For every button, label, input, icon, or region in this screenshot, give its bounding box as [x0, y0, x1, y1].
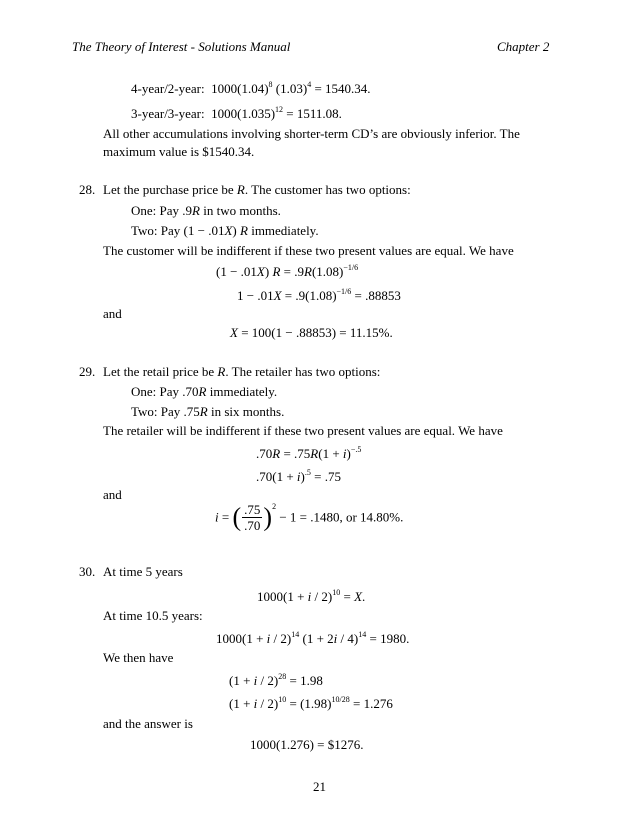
eq-term: = .9(1.08)	[281, 288, 337, 303]
paragraph-line: and the answer is	[103, 716, 193, 731]
exponent: 10	[278, 695, 287, 704]
equation-30-4	[229, 697, 393, 710]
variable: i	[333, 631, 338, 646]
eq-term: =	[340, 589, 355, 604]
variable: R	[272, 264, 281, 279]
problem-30-intro: At time 5 years	[103, 564, 183, 579]
eq-result: = 1511.08.	[286, 106, 342, 121]
eq-result: = 1540.34.	[314, 81, 371, 96]
eq-term: (1.035)	[237, 106, 276, 121]
problem-29-intro	[103, 365, 380, 378]
exponent: 4	[307, 80, 312, 89]
eq-term: = .9	[280, 264, 305, 279]
exponent: .5	[304, 468, 311, 477]
text: . The customer has two options:	[244, 182, 411, 197]
eq-term: / 2)	[257, 673, 279, 688]
variable: i	[253, 696, 258, 711]
eq-result: = .75	[310, 469, 341, 484]
variable: X	[224, 223, 233, 238]
eq-term: )	[264, 264, 270, 279]
variable: X	[273, 288, 282, 303]
eq-term: / 2)	[257, 696, 279, 711]
page-number: 21	[313, 779, 326, 794]
eq-term: .	[362, 589, 366, 604]
eq-term: = (1.98)	[286, 696, 332, 711]
fraction	[242, 502, 262, 533]
eq-term: .70(1 +	[256, 469, 297, 484]
paragraph-line: maximum value is $1540.34.	[103, 144, 255, 159]
variable: X	[354, 589, 363, 604]
paragraph-line: At time 10.5 years:	[103, 608, 203, 623]
paragraph-line: The retailer will be indifferent if these two present values are equal. We have	[103, 423, 503, 438]
problem-28-intro	[103, 183, 411, 196]
variable: R	[198, 384, 207, 399]
text: One: Pay .70	[131, 384, 199, 399]
accumulation-line-4yr-2yr	[131, 82, 371, 95]
eq-term: 1 − .01	[237, 288, 274, 303]
eq-term: / 2)	[311, 589, 333, 604]
eq-term: (1.08)	[311, 264, 344, 279]
text: Two: Pay (1 − .01	[131, 223, 225, 238]
paragraph-line: The customer will be indifferent if these two present values are equal. We have	[103, 243, 514, 258]
variable: R	[272, 446, 281, 461]
variable: i	[215, 509, 219, 525]
exponent: 10/28	[331, 695, 350, 704]
eq-term: 1000	[211, 81, 238, 96]
equation-28-2	[237, 289, 401, 302]
eq-term: (1.03)	[275, 81, 308, 96]
connector-and: and	[103, 487, 122, 502]
eq-result: = 1.98	[286, 673, 323, 688]
running-header-chapter: Chapter 2	[497, 39, 550, 54]
eq-term: (1 +	[318, 446, 343, 461]
paragraph-line: All other accumulations involving shorter-term CD’s are obviously inferior. The	[103, 126, 520, 141]
variable: i	[296, 469, 301, 484]
eq-term: (1.04)	[237, 81, 269, 96]
accumulation-line-3yr-3yr	[131, 107, 342, 120]
text: Let the retail price be	[103, 364, 218, 379]
variable: i	[253, 673, 258, 688]
exponent: 10	[332, 588, 341, 597]
eq-term: 1000	[211, 106, 238, 121]
line-label: 4-year/2-year:	[131, 81, 205, 96]
eq-term: (1 +	[229, 696, 254, 711]
exponent: 28	[278, 672, 287, 681]
problem-number-28: 28.	[79, 182, 96, 197]
eq-result: = 1980.	[366, 631, 410, 646]
exponent: −1/6	[343, 263, 359, 272]
equation-29-3	[215, 502, 403, 533]
variable: R	[199, 404, 208, 419]
text: immediately.	[206, 384, 278, 399]
variable: X	[230, 325, 238, 340]
line-label: 3-year/3-year:	[131, 106, 205, 121]
eq-term: / 4)	[337, 631, 359, 646]
problem-28-option-one	[131, 204, 281, 217]
eq-term: .70	[256, 446, 273, 461]
exponent: 14	[291, 630, 300, 639]
connector-and: and	[103, 306, 122, 321]
eq-term: (1 − .01	[216, 264, 257, 279]
variable: i	[342, 446, 347, 461]
equation-30-5: 1000(1.276) = $1276.	[250, 737, 364, 752]
exponent: −.5	[350, 445, 362, 454]
eq-term: (1 +	[229, 673, 254, 688]
text: )	[232, 223, 237, 238]
eq-term: =	[218, 509, 233, 525]
problem-29-option-two	[131, 405, 284, 418]
variable: i	[266, 631, 271, 646]
exponent: 12	[275, 105, 284, 114]
text: Two: Pay .75	[131, 404, 200, 419]
text: . The retailer has two options:	[225, 364, 381, 379]
eq-result: = 100(1 − .88853) = 11.15%.	[237, 325, 393, 340]
fraction-denominator: .70	[244, 518, 261, 533]
eq-term: / 2)	[270, 631, 292, 646]
eq-term: 1000(1 +	[257, 589, 308, 604]
eq-term: )	[300, 469, 305, 484]
exponent: 8	[268, 80, 273, 89]
equation-28-1	[216, 265, 358, 278]
variable: i	[307, 589, 312, 604]
equation-28-3	[230, 326, 393, 339]
text: immediately.	[247, 223, 319, 238]
variable: R	[310, 446, 319, 461]
variable: X	[256, 264, 265, 279]
running-header-title: The Theory of Interest - Solutions Manual	[72, 39, 291, 54]
close-paren: )	[263, 502, 273, 532]
eq-term: = .75	[280, 446, 311, 461]
variable: R	[240, 223, 248, 238]
equation-29-2	[256, 470, 341, 483]
variable: R	[304, 264, 312, 279]
text: in two months.	[199, 203, 281, 218]
exponent: −1/6	[336, 287, 352, 296]
equation-29-1	[256, 447, 361, 460]
exponent: 2	[272, 502, 277, 511]
text: Let the purchase price be	[103, 182, 237, 197]
problem-number-30: 30.	[79, 564, 96, 579]
problem-28-option-two	[131, 224, 319, 237]
eq-result: = .88853	[351, 288, 401, 303]
problem-29-option-one	[131, 385, 277, 398]
eq-result: = 1.276	[349, 696, 393, 711]
problem-number-29: 29.	[79, 364, 96, 379]
eq-result: − 1 = .1480, or 14.80%.	[276, 509, 404, 525]
paragraph-line: We then have	[103, 650, 174, 665]
exponent: 14	[358, 630, 367, 639]
open-paren: (	[232, 502, 242, 532]
variable: R	[236, 182, 245, 197]
equation-30-1	[257, 590, 365, 603]
variable: R	[217, 364, 226, 379]
eq-term: 1000(1 +	[216, 631, 267, 646]
equation-30-3	[229, 674, 323, 687]
eq-term: (1 + 2	[299, 631, 334, 646]
eq-term: )	[346, 446, 351, 461]
fraction-numerator: .75	[244, 502, 261, 517]
text: One: Pay .9	[131, 203, 193, 218]
text: in six months.	[207, 404, 285, 419]
variable: R	[192, 203, 200, 218]
equation-30-2	[216, 632, 409, 645]
